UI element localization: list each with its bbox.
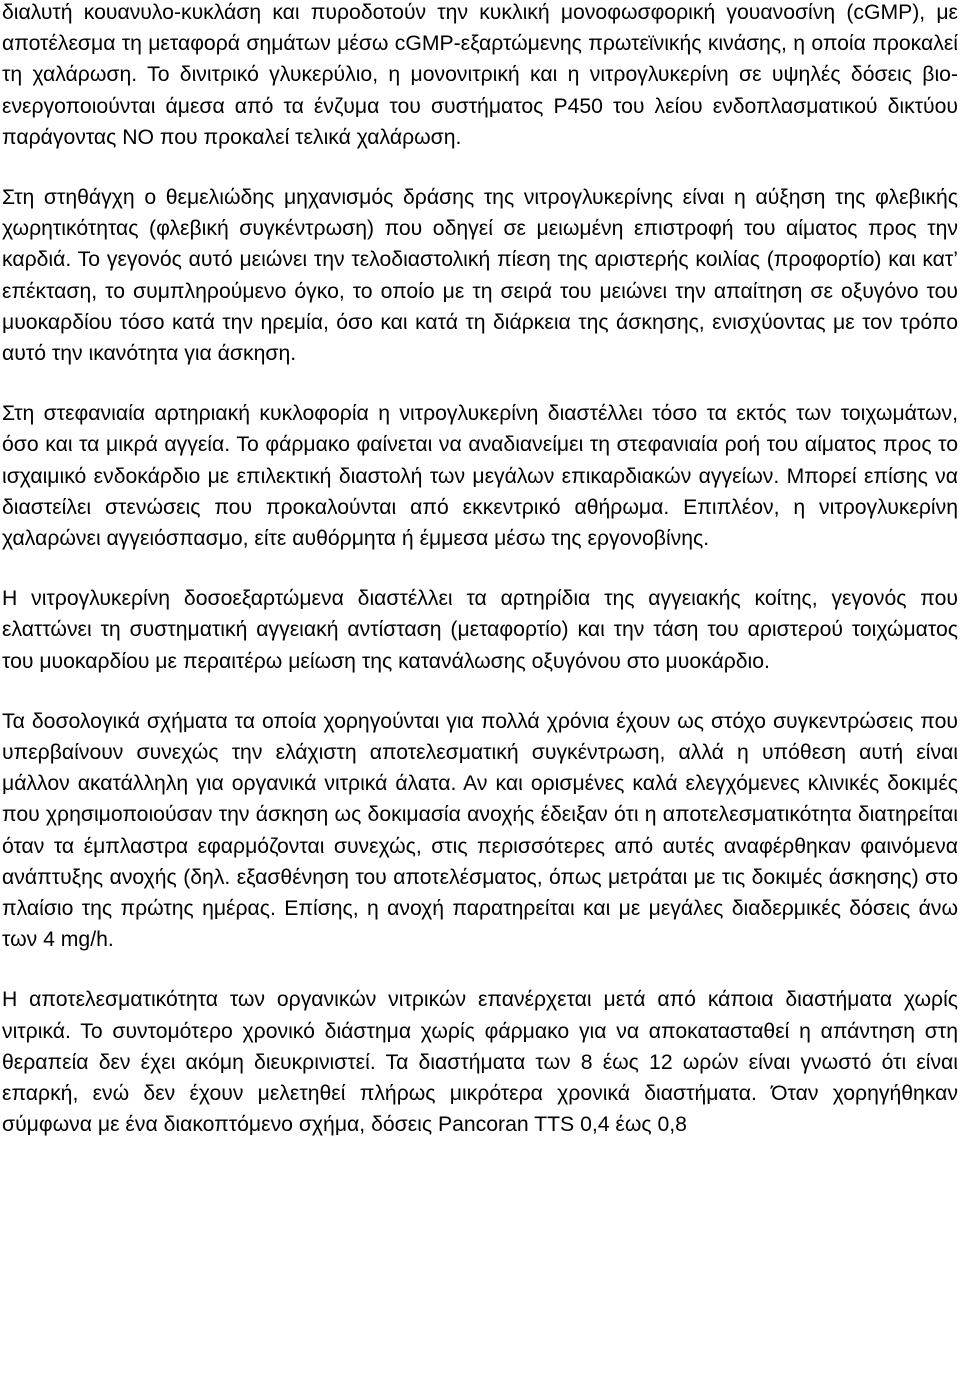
paragraph-nitrate-free-interval: Η αποτελεσματικότητα των οργανικών νιτρικών επανέρχεται μετά από κάποια διαστήματα χωρίς νιτρικά. Το συντομότερο χρονικό διάστημα χωρίς φάρμακο για να αποκατασταθεί η απάντηση στη θεραπεία δεν έχει ακόμη διευκρινιστεί. Τα διαστήματα των 8 έως 12 ωρών είναι γνωστό ότι είναι επαρκή, ενώ δεν έχουν μελετηθεί πλήρως μικρότερα χρονικά διαστήματα. Όταν χορηγήθηκαν σύμφωνα με ένα διακοπτόμενο σχήμα, δόσεις Pancoran TTS 0,4 έως 0,8 (2, 988, 958, 1137)
paragraph-spacer (2, 677, 958, 706)
paragraph-spacer (2, 153, 958, 182)
paragraph-spacer (2, 955, 958, 984)
paragraph-coronary-circulation: Στη στεφανιαία αρτηριακή κυκλοφορία η νιτρογλυκερίνη διαστέλλει τόσο τα εκτός των τοιχωμάτων, όσο και τα μικρά αγγεία. Το φάρμακο φαίνεται να αναδιανείμει τη στεφανιαία ροή του αίματος προς το ισχαιμικό ενδοκάρδιο με επιλεκτική διαστολή των μεγάλων επικαρδιακών αγγείων. Μπορεί επίσης να διαστείλει στενώσεις που προκαλούνται από εκκεντρικό αθήρωμα. Επιπλέον, η νιτρογλυκερίνη χαλαρώνει αγγειόσπασμο, είτε αυθόρμητα ή έμμεσα μέσω της εργονοβίνης. (2, 402, 958, 551)
document-page (2, 0, 958, 1397)
paragraph-dosing-regimens: Τα δοσολογικά σχήματα τα οποία χορηγούνται για πολλά χρόνια έχουν ως στόχο συγκεντρώσεις που υπερβαίνουν συνεχώς την ελάχιστη αποτελεσματική συγκέντρωση, αλλά η υπόθεση αυτή είναι μάλλον ακατάλληλη για οργανικά νιτρικά άλατα. Αν και ορισμένες καλά ελεγχόμενες κλινικές δοκιμές που χρησιμοποιούσαν την άσκηση ως δοκιμασία ανοχής έδειξαν ότι η αποτελεσματικότητα διατηρείται όταν τα έμπλαστρα εφαρμόζονται συνεχώς, στις περισσότερες από αυτές αναφέρθηκαν φαινόμενα ανάπτυξης ανοχής (δηλ. εξασθένηση του αποτελέσματος, όπως μετράται με τις δοκιμές άσκησης) στο πλαίσιο της πρώτης ημέρας. Επίσης, η ανοχή παρατηρείται και με μεγάλες διαδερμικές δόσεις άνω των 4 mg/h. (2, 709, 958, 952)
paragraph-spacer (2, 554, 958, 583)
paragraph-arteriolar-dilation: Η νιτρογλυκερίνη δοσοεξαρτώμενα διαστέλλει τα αρτηρίδια της αγγειακής κοίτης, γεγονός που ελαττώνει τη συστηματική αγγειακή αντίσταση (μεταφορτίο) και την τάση του αριστερού τοιχώματος του μυοκαρδίου με περαιτέρω μείωση της κατανάλωσης οξυγόνου στο μυοκάρδιο. (2, 587, 958, 673)
paragraph-spacer (2, 369, 958, 398)
paragraph-mechanism-continued: διαλυτή κουανυλο-κυκλάση και πυροδοτούν την κυκλική μονοφωσφορική γουανοσίνη (cGMP), με αποτέλεσμα τη μεταφορά σημάτων μέσω cGMP-εξαρτώμενης πρωτεϊνικής κινάσης, η οποία προκαλεί τη χαλάρωση. Το δινιτρικό γλυκερύλιο, η μονονιτρική και η νιτρογλυκερίνη σε υψηλές δόσεις βιο-ενεργοποιούνται άμεσα από τα ένζυμα του συστήματος P450 του λείου ενδοπλασματικού δικτύου παράγοντας NO που προκαλεί τελικά χαλάρωση. (2, 1, 958, 149)
paragraph-angina-mechanism: Στη στηθάγχη ο θεμελιώδης μηχανισμός δράσης της νιτρογλυκερίνης είναι η αύξηση της φλεβικής χωρητικότητας (φλεβική συγκέντρωση) που οδηγεί σε μειωμένη επιστροφή του αίματος προς την καρδιά. Το γεγονός αυτό μειώνει την τελοδιαστολική πίεση της αριστερής κοιλίας (προφορτίο) και κατ’ επέκταση, το συμπληρούμενο όγκο, το οποίο με τη σειρά του μειώνει την απαίτηση σε οξυγόνο του μυοκαρδίου τόσο κατά την ηρεμία, όσο και κατά τη διάρκεια της άσκησης, ενισχύοντας με τον τρόπο αυτό την ικανότητα για άσκηση. (2, 186, 958, 366)
